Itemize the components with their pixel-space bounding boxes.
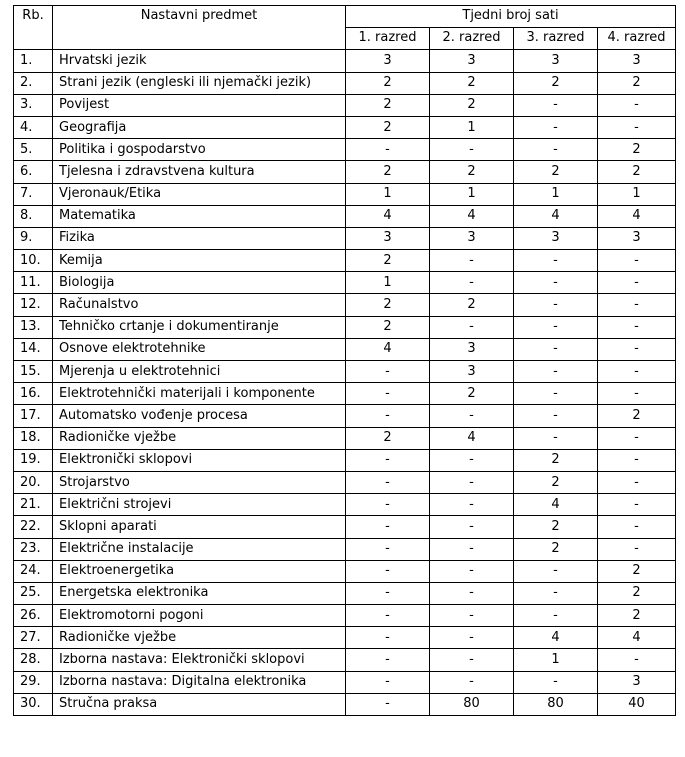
hours-grade-4: -	[598, 361, 676, 383]
hours-grade-3: -	[514, 94, 598, 116]
row-number: 30.	[14, 693, 53, 715]
hours-grade-4: -	[598, 649, 676, 671]
table-row	[14, 294, 676, 316]
hours-grade-4: -	[598, 294, 676, 316]
hours-grade-1: -	[346, 693, 430, 715]
hours-grade-3: 2	[514, 471, 598, 493]
subject-name: Politika i gospodarstvo	[53, 139, 346, 161]
hours-grade-1: 2	[346, 294, 430, 316]
table-row	[14, 671, 676, 693]
hours-grade-2: 4	[430, 427, 514, 449]
table-row	[14, 250, 676, 272]
subject-name: Električne instalacije	[53, 538, 346, 560]
table-row	[14, 605, 676, 627]
subject-name: Radioničke vježbe	[53, 427, 346, 449]
hours-grade-3: 2	[514, 538, 598, 560]
hours-grade-4: -	[598, 449, 676, 471]
table-row	[14, 94, 676, 116]
subject-name: Sklopni aparati	[53, 516, 346, 538]
hours-grade-3: -	[514, 250, 598, 272]
row-number: 28.	[14, 649, 53, 671]
subject-name: Povijest	[53, 94, 346, 116]
hours-grade-3: -	[514, 361, 598, 383]
hours-grade-2: -	[430, 582, 514, 604]
subject-name: Strani jezik (engleski ili njemački jezik)	[53, 72, 346, 94]
table-row	[14, 627, 676, 649]
hours-grade-1: -	[346, 494, 430, 516]
hours-grade-4: -	[598, 272, 676, 294]
subject-name: Elektronički sklopovi	[53, 449, 346, 471]
table-row	[14, 338, 676, 360]
subject-name: Biologija	[53, 272, 346, 294]
row-number: 11.	[14, 272, 53, 294]
hours-grade-2: -	[430, 471, 514, 493]
hours-grade-3: 3	[514, 50, 598, 72]
subject-name: Elektroenergetika	[53, 560, 346, 582]
subject-name: Izborna nastava: Elektronički sklopovi	[53, 649, 346, 671]
hours-grade-1: 3	[346, 227, 430, 249]
subject-name: Mjerenja u elektrotehnici	[53, 361, 346, 383]
subject-name: Matematika	[53, 205, 346, 227]
hours-grade-2: -	[430, 405, 514, 427]
hours-grade-3: 3	[514, 227, 598, 249]
hours-grade-2: 2	[430, 161, 514, 183]
table-row	[14, 227, 676, 249]
hours-grade-3: 4	[514, 494, 598, 516]
row-number: 13.	[14, 316, 53, 338]
hours-grade-1: -	[346, 471, 430, 493]
hours-grade-2: -	[430, 627, 514, 649]
table-row	[14, 427, 676, 449]
hours-grade-4: -	[598, 383, 676, 405]
hours-grade-4: 2	[598, 560, 676, 582]
table-row	[14, 516, 676, 538]
table-row	[14, 139, 676, 161]
subject-name: Vjeronauk/Etika	[53, 183, 346, 205]
row-number: 23.	[14, 538, 53, 560]
hours-grade-3: -	[514, 116, 598, 138]
hours-grade-1: 3	[346, 50, 430, 72]
hours-grade-4: -	[598, 471, 676, 493]
hours-grade-4: 2	[598, 582, 676, 604]
subject-name: Strojarstvo	[53, 471, 346, 493]
hours-grade-2: 1	[430, 183, 514, 205]
row-number: 21.	[14, 494, 53, 516]
hours-grade-4: 3	[598, 227, 676, 249]
table-row	[14, 272, 676, 294]
hours-grade-2: 3	[430, 50, 514, 72]
hours-grade-1: 2	[346, 94, 430, 116]
subject-name: Energetska elektronika	[53, 582, 346, 604]
hours-grade-1: 2	[346, 250, 430, 272]
row-number: 22.	[14, 516, 53, 538]
header-rb: Rb.	[14, 6, 53, 50]
row-number: 25.	[14, 582, 53, 604]
hours-grade-2: -	[430, 272, 514, 294]
hours-grade-3: -	[514, 294, 598, 316]
hours-grade-4: -	[598, 538, 676, 560]
row-number: 1.	[14, 50, 53, 72]
hours-grade-1: -	[346, 449, 430, 471]
hours-grade-3: 4	[514, 627, 598, 649]
header-subject: Nastavni predmet	[53, 6, 346, 50]
hours-grade-2: -	[430, 605, 514, 627]
hours-grade-3: 1	[514, 183, 598, 205]
subject-name: Elektromotorni pogoni	[53, 605, 346, 627]
hours-grade-3: -	[514, 272, 598, 294]
hours-grade-1: 1	[346, 272, 430, 294]
hours-grade-2: -	[430, 649, 514, 671]
hours-grade-4: -	[598, 316, 676, 338]
table-row	[14, 538, 676, 560]
hours-grade-2: -	[430, 538, 514, 560]
hours-grade-2: 80	[430, 693, 514, 715]
subject-name: Kemija	[53, 250, 346, 272]
hours-grade-1: -	[346, 405, 430, 427]
subject-name: Geografija	[53, 116, 346, 138]
hours-grade-2: 2	[430, 383, 514, 405]
subject-name: Tehničko crtanje i dokumentiranje	[53, 316, 346, 338]
hours-grade-1: 4	[346, 205, 430, 227]
hours-grade-3: -	[514, 560, 598, 582]
table-row	[14, 449, 676, 471]
curriculum-table	[13, 5, 676, 716]
hours-grade-1: -	[346, 560, 430, 582]
hours-grade-2: -	[430, 671, 514, 693]
hours-grade-1: -	[346, 627, 430, 649]
hours-grade-2: 1	[430, 116, 514, 138]
hours-grade-3: -	[514, 338, 598, 360]
table-row	[14, 361, 676, 383]
hours-grade-2: -	[430, 139, 514, 161]
hours-grade-3: 2	[514, 72, 598, 94]
hours-grade-2: 2	[430, 294, 514, 316]
hours-grade-3: -	[514, 139, 598, 161]
subject-name: Automatsko vođenje procesa	[53, 405, 346, 427]
row-number: 19.	[14, 449, 53, 471]
hours-grade-1: 2	[346, 72, 430, 94]
hours-grade-1: -	[346, 605, 430, 627]
row-number: 18.	[14, 427, 53, 449]
table-row	[14, 205, 676, 227]
hours-grade-1: 2	[346, 427, 430, 449]
row-number: 12.	[14, 294, 53, 316]
hours-grade-3: -	[514, 427, 598, 449]
header-grade-3: 3. razred	[514, 28, 598, 50]
table-row	[14, 405, 676, 427]
row-number: 2.	[14, 72, 53, 94]
header-grade-1: 1. razred	[346, 28, 430, 50]
row-number: 27.	[14, 627, 53, 649]
hours-grade-1: 2	[346, 316, 430, 338]
table-row	[14, 582, 676, 604]
subject-name: Osnove elektrotehnike	[53, 338, 346, 360]
table-row	[14, 183, 676, 205]
hours-grade-4: 2	[598, 605, 676, 627]
row-number: 7.	[14, 183, 53, 205]
hours-grade-1: -	[346, 538, 430, 560]
hours-grade-3: 4	[514, 205, 598, 227]
hours-grade-3: -	[514, 671, 598, 693]
hours-grade-2: -	[430, 516, 514, 538]
table-row	[14, 494, 676, 516]
row-number: 4.	[14, 116, 53, 138]
row-number: 10.	[14, 250, 53, 272]
hours-grade-1: 4	[346, 338, 430, 360]
row-number: 26.	[14, 605, 53, 627]
row-number: 24.	[14, 560, 53, 582]
table-body	[14, 50, 676, 716]
table-row	[14, 116, 676, 138]
hours-grade-3: -	[514, 383, 598, 405]
hours-grade-2: -	[430, 250, 514, 272]
hours-grade-1: -	[346, 516, 430, 538]
subject-name: Računalstvo	[53, 294, 346, 316]
subject-name: Hrvatski jezik	[53, 50, 346, 72]
hours-grade-4: -	[598, 494, 676, 516]
header-weekly-hours: Tjedni broj sati	[346, 6, 676, 28]
hours-grade-1: -	[346, 582, 430, 604]
hours-grade-1: 1	[346, 183, 430, 205]
hours-grade-4: 2	[598, 161, 676, 183]
hours-grade-3: 2	[514, 516, 598, 538]
row-number: 16.	[14, 383, 53, 405]
row-number: 9.	[14, 227, 53, 249]
hours-grade-1: -	[346, 139, 430, 161]
row-number: 15.	[14, 361, 53, 383]
hours-grade-4: -	[598, 116, 676, 138]
subject-name: Stručna praksa	[53, 693, 346, 715]
table-row	[14, 316, 676, 338]
row-number: 20.	[14, 471, 53, 493]
hours-grade-4: -	[598, 338, 676, 360]
subject-name: Izborna nastava: Digitalna elektronika	[53, 671, 346, 693]
hours-grade-2: -	[430, 449, 514, 471]
hours-grade-2: 3	[430, 227, 514, 249]
subject-name: Električni strojevi	[53, 494, 346, 516]
hours-grade-3: -	[514, 316, 598, 338]
hours-grade-4: 4	[598, 205, 676, 227]
hours-grade-1: 2	[346, 161, 430, 183]
hours-grade-1: -	[346, 361, 430, 383]
hours-grade-3: 2	[514, 161, 598, 183]
hours-grade-2: 3	[430, 361, 514, 383]
hours-grade-4: -	[598, 427, 676, 449]
row-number: 29.	[14, 671, 53, 693]
subject-name: Fizika	[53, 227, 346, 249]
hours-grade-4: -	[598, 516, 676, 538]
hours-grade-2: 4	[430, 205, 514, 227]
header-grade-4: 4. razred	[598, 28, 676, 50]
hours-grade-4: 1	[598, 183, 676, 205]
hours-grade-3: 2	[514, 449, 598, 471]
hours-grade-4: 2	[598, 72, 676, 94]
hours-grade-1: -	[346, 649, 430, 671]
header-row	[14, 6, 676, 28]
table-row	[14, 50, 676, 72]
hours-grade-3: 1	[514, 649, 598, 671]
subject-name: Radioničke vježbe	[53, 627, 346, 649]
row-number: 17.	[14, 405, 53, 427]
hours-grade-2: 3	[430, 338, 514, 360]
hours-grade-2: 2	[430, 72, 514, 94]
table-row	[14, 560, 676, 582]
table-row	[14, 693, 676, 715]
hours-grade-3: -	[514, 405, 598, 427]
hours-grade-4: 3	[598, 50, 676, 72]
hours-grade-3: -	[514, 582, 598, 604]
row-number: 3.	[14, 94, 53, 116]
hours-grade-3: 80	[514, 693, 598, 715]
table-row	[14, 161, 676, 183]
hours-grade-4: -	[598, 94, 676, 116]
hours-grade-4: 40	[598, 693, 676, 715]
table-row	[14, 649, 676, 671]
hours-grade-1: -	[346, 671, 430, 693]
row-number: 5.	[14, 139, 53, 161]
row-number: 14.	[14, 338, 53, 360]
hours-grade-2: -	[430, 560, 514, 582]
hours-grade-1: 2	[346, 116, 430, 138]
table-row	[14, 383, 676, 405]
hours-grade-4: 2	[598, 139, 676, 161]
hours-grade-4: 2	[598, 405, 676, 427]
hours-grade-4: -	[598, 250, 676, 272]
subject-name: Elektrotehnički materijali i komponente	[53, 383, 346, 405]
hours-grade-1: -	[346, 383, 430, 405]
row-number: 8.	[14, 205, 53, 227]
row-number: 6.	[14, 161, 53, 183]
hours-grade-4: 4	[598, 627, 676, 649]
hours-grade-4: 3	[598, 671, 676, 693]
table-row	[14, 72, 676, 94]
hours-grade-2: -	[430, 316, 514, 338]
hours-grade-3: -	[514, 605, 598, 627]
hours-grade-2: 2	[430, 94, 514, 116]
subject-name: Tjelesna i zdravstvena kultura	[53, 161, 346, 183]
table-row	[14, 471, 676, 493]
hours-grade-2: -	[430, 494, 514, 516]
header-grade-2: 2. razred	[430, 28, 514, 50]
